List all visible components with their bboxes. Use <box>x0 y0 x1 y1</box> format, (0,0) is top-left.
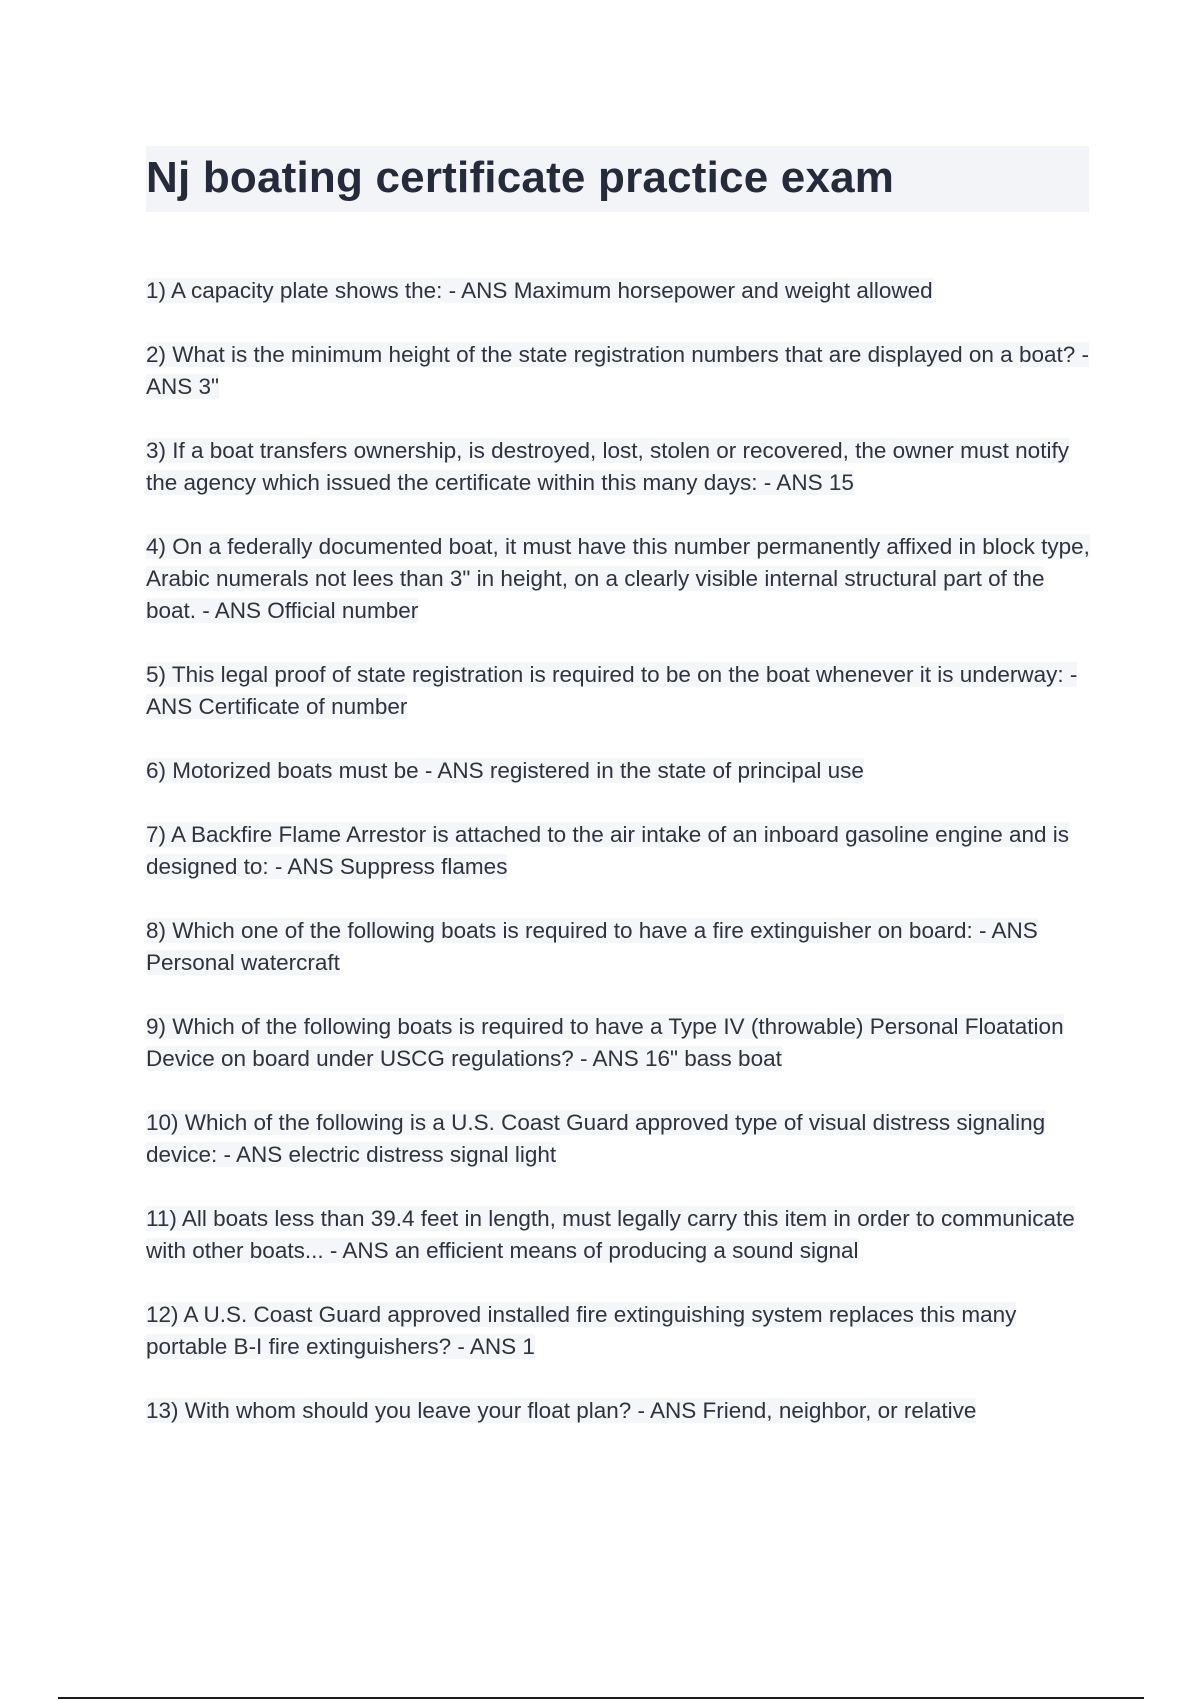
question-item <box>146 1299 1096 1363</box>
question-item <box>146 1107 1096 1171</box>
footer-divider <box>58 1697 1144 1699</box>
question-text: 4) On a federally documented boat, it must have this number permanently affixed in block type, Arabic numerals not lees than 3" in height, on a clearly visible internal structural part of the boat. - ANS Official number <box>146 534 1090 623</box>
question-item <box>146 531 1096 627</box>
question-text: 12) A U.S. Coast Guard approved installed fire extinguishing system replaces this many portable B-I fire extinguishers? - ANS 1 <box>146 1302 1017 1359</box>
question-text: 8) Which one of the following boats is required to have a fire extinguisher on board: - ANS Personal watercraft <box>146 918 1038 975</box>
question-text: 13) With whom should you leave your float plan? - ANS Friend, neighbor, or relative <box>146 1398 977 1423</box>
question-text: 9) Which of the following boats is required to have a Type IV (throwable) Personal Floatation Device on board under USCG regulations? - ANS 16" bass boat <box>146 1014 1064 1071</box>
question-item <box>146 1011 1096 1075</box>
question-text: 10) Which of the following is a U.S. Coast Guard approved type of visual distress signaling device: - ANS electric distress signal light <box>146 1110 1046 1167</box>
question-text: 2) What is the minimum height of the state registration numbers that are displayed on a boat? - ANS 3" <box>146 342 1089 399</box>
question-list <box>146 275 1096 1459</box>
question-text: 5) This legal proof of state registration is required to be on the boat whenever it is underway: - ANS Certificate of number <box>146 662 1078 719</box>
page-title: Nj boating certificate practice exam <box>146 153 895 202</box>
question-item <box>146 915 1096 979</box>
question-item <box>146 1395 1096 1427</box>
question-text: 7) A Backfire Flame Arrestor is attached to the air intake of an inboard gasoline engine and is designed to: - ANS Suppress flames <box>146 822 1070 879</box>
question-item <box>146 275 1096 307</box>
question-item <box>146 435 1096 499</box>
question-text: 6) Motorized boats must be - ANS registered in the state of principal use <box>146 758 864 783</box>
question-text: 1) A capacity plate shows the: - ANS Maximum horsepower and weight allowed <box>146 278 933 303</box>
question-text: 3) If a boat transfers ownership, is destroyed, lost, stolen or recovered, the owner must notify the agency which issued the certificate within this many days: - ANS 15 <box>146 438 1069 495</box>
question-item <box>146 819 1096 883</box>
question-item <box>146 339 1096 403</box>
question-item <box>146 755 1096 787</box>
question-item <box>146 1203 1096 1267</box>
question-item <box>146 659 1096 723</box>
question-text: 11) All boats less than 39.4 feet in length, must legally carry this item in order to communicate with other boats... - ANS an efficient means of producing a sound signal <box>146 1206 1075 1263</box>
